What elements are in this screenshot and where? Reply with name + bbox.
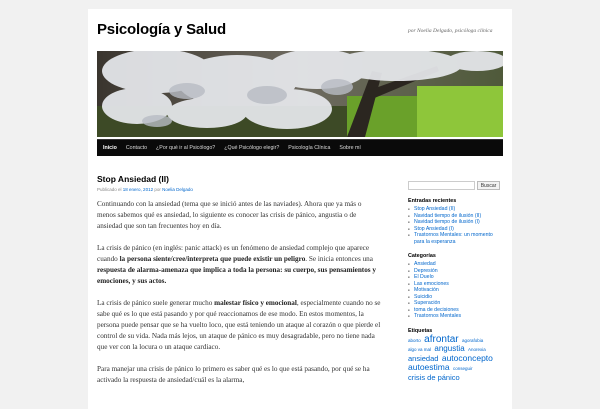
main-navigation	[97, 139, 503, 156]
paragraph-3	[97, 298, 382, 353]
site-title[interactable]: Psicología y Salud	[97, 21, 226, 38]
post-author-link[interactable]: Noelia Delgado	[162, 187, 193, 192]
tag-link[interactable]: ansiedad	[408, 353, 439, 363]
tag-link[interactable]: Anorexia	[468, 347, 486, 352]
tags-title: Etiquetas	[408, 327, 433, 334]
recent-post-link[interactable]: ■ Stop Ansiedad (II)	[408, 206, 503, 213]
categories-title: Categorías	[408, 253, 436, 259]
p2-bold-b: la persona siente/cree/interpreta que puede existir un peligro	[119, 255, 306, 263]
recent-post-link[interactable]: ■ Trastornos Mentales: un momento para la esperanza	[408, 232, 503, 245]
category-link[interactable]: ■ Motivación	[408, 287, 503, 294]
nav-item-que-psicologo[interactable]: ¿Qué Psicólogo elegir?	[224, 145, 280, 151]
post-meta	[97, 187, 382, 192]
recent-posts-title: Entradas recientes	[408, 198, 457, 204]
site-description: por Noelia Delgado, psicóloga clínica	[408, 28, 493, 34]
nav-item-contacto[interactable]: Contacto	[125, 145, 148, 151]
p3-text-c: , especialmente cuando no se sabe qué es lo que está pasando y por qué reaccionamos de ese modo. En estos momentos, la persona puede pensar que se ha vuelto loco, que está teniendo un ataque al corazón o que pierde el control de su vida. Nada más lejos, un ataque de pánico es muy desagradable, pero no tiene nada que ver con la locura o un ataque cardiaco.	[97, 299, 381, 351]
post	[97, 174, 382, 397]
category-link[interactable]: ■ Trastornos Mentales	[408, 313, 503, 320]
meta-by-label: por	[154, 187, 161, 192]
search-form	[408, 181, 503, 190]
paragraph-2	[97, 243, 382, 287]
recent-post-link[interactable]: ■ Navidad tiempo de ilusión (I)	[408, 219, 503, 226]
tag-link[interactable]: autoestima	[408, 362, 450, 372]
tag-link[interactable]: algo va mal	[408, 347, 432, 352]
tag-cloud	[408, 333, 503, 384]
tag-link[interactable]: crisis de pánico	[408, 372, 460, 382]
tag-link[interactable]: aborto	[408, 337, 421, 343]
category-link[interactable]: ■ Suicidio	[408, 294, 503, 301]
tag-link[interactable]: afrontar	[424, 333, 459, 345]
header-image	[97, 51, 503, 137]
category-link[interactable]: ■ El Duelo	[408, 274, 503, 281]
tag-link[interactable]: conseguir	[452, 366, 473, 371]
category-link[interactable]: ■ Las emociones	[408, 281, 503, 288]
post-body	[97, 199, 382, 386]
categories-list	[408, 261, 503, 320]
category-link[interactable]: ■ Depresión	[408, 268, 503, 275]
tag-link[interactable]: angustia	[434, 344, 465, 353]
nav-item-sobre-mi[interactable]: Sobre mí	[339, 145, 361, 151]
meta-published-label: Publicado el	[97, 187, 122, 192]
tag-link[interactable]: autoconcepto	[441, 352, 493, 363]
sidebar	[408, 181, 503, 383]
search-button[interactable]: Buscar	[477, 181, 500, 190]
nav-item-por-que-ir[interactable]: ¿Por qué ir al Psicólogo?	[156, 145, 216, 151]
search-input[interactable]	[408, 181, 475, 190]
p3-text-a: La crisis de pánico suele generar mucho	[97, 299, 213, 307]
paragraph-4: Para manejar una crisis de pánico lo primero es saber qué es lo que está pasando, por qué se ha activado la respuesta de ansiedad/cuál es la alarma,	[97, 365, 370, 384]
nav-item-inicio[interactable]: Inicio	[103, 145, 117, 151]
p2-bold-d: respuesta de alarma-amenaza que implica a toda la persona: su cuerpo, sus pensamientos y emociones, y sus actos.	[97, 266, 376, 285]
category-link[interactable]: ■ Ansiedad	[408, 261, 503, 268]
page	[88, 9, 512, 409]
post-date-link[interactable]: 18 enero, 2012	[122, 187, 154, 192]
tag-link[interactable]: agorafobia	[462, 337, 484, 343]
recent-post-link[interactable]: ■ Navidad tiempo de ilusión (II)	[408, 213, 503, 220]
p2-text-c: . Se inicia entonces una	[305, 255, 373, 263]
category-link[interactable]: ■ Superación	[408, 300, 503, 307]
recent-post-link[interactable]: ■ Stop Ansiedad (I)	[408, 226, 503, 233]
nav-item-psicologia-clinica[interactable]: Psicología Clínica	[288, 145, 331, 151]
p2-text-a: La crisis de pánico (en inglés: panic attack) es un fenómeno de ansiedad complejo que aparece cuando	[97, 244, 370, 263]
post-title[interactable]: Stop Ansiedad (II)	[97, 174, 169, 184]
paragraph-1: Continuando con la ansiedad (tema que se inició antes de las naviades). Ahora que ya más o menos sabemos qué es ansiedad, lo siguiente es conocer las crisis de pánico, angustia o de ansiedad que son tan frecuentes hoy en día.	[97, 200, 362, 230]
category-link[interactable]: ■ toma de decisiones	[408, 307, 503, 314]
p3-bold-b: malestar físico y emocional	[214, 299, 297, 307]
recent-posts-list	[408, 206, 503, 245]
